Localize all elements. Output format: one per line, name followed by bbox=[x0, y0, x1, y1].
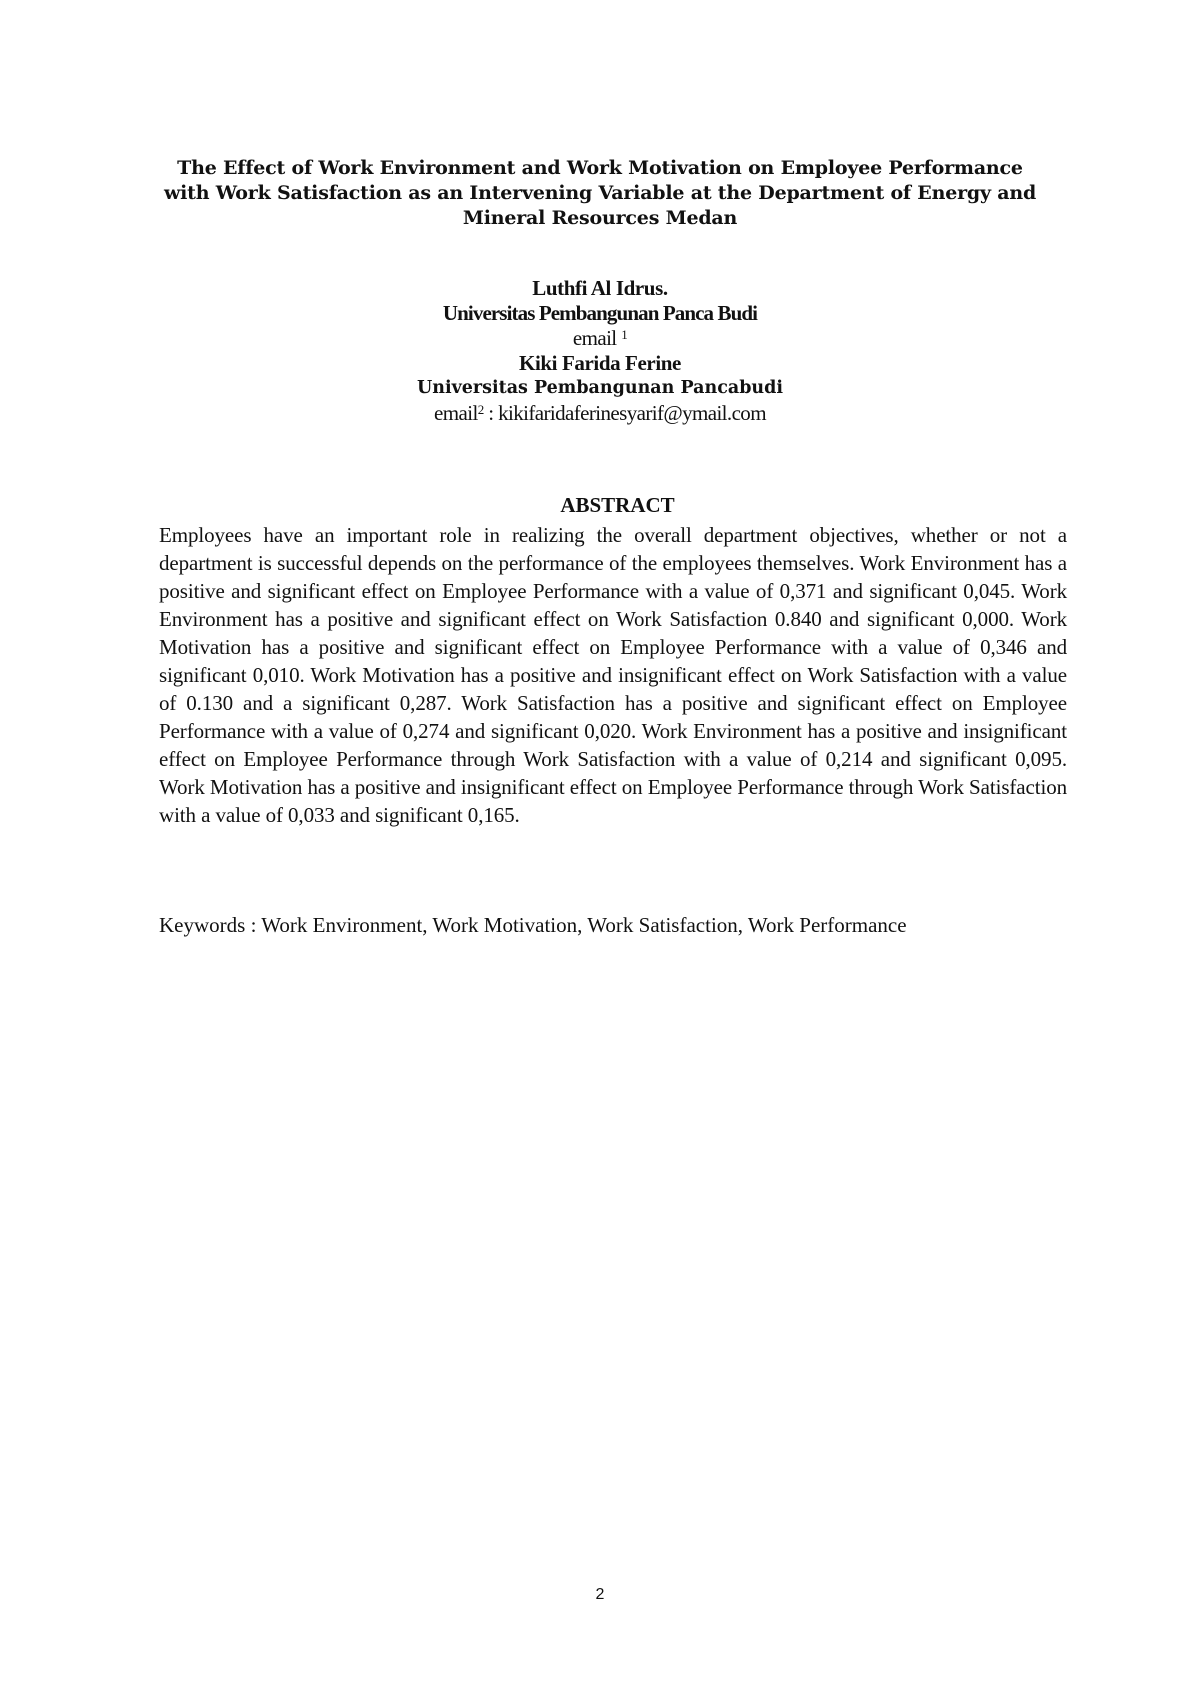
author-email bbox=[300, 326, 900, 351]
paper-title bbox=[150, 156, 1050, 231]
author-name: Luthfi Al Idrus. bbox=[532, 276, 668, 300]
title-line: Mineral Resources Medan bbox=[462, 207, 738, 229]
author-email bbox=[300, 401, 900, 426]
abstract-text: Employees have an important role in realizing the overall department objectives, whether or not a department is successful depends on the performance of the employees themselves. Work Environment has a positive and significant effect on Employee Performance with a value of 0,371 and significant 0,045. Work Environment has a positive and significant effect on Work Satisfaction 0.840 and significant 0,000. Work Motivation has a positive and significant effect on Employee Performance with a value of 0,346 and significant 0,010. Work Motivation has a positive and insignificant effect on Work Satisfaction with a value of 0.130 and a significant 0,287. Work Satisfaction has a positive and significant effect on Employee Performance with a value of 0,274 and significant 0,020. Work Environment has a positive and insignificant effect on Employee Performance through Work Satisfaction with a value of 0,214 and significant 0,095. Work Motivation has a positive and insignificant effect on Employee Performance through Work Satisfaction with a value of 0,033 and significant 0,165. bbox=[159, 523, 1067, 827]
email-address: : kikifaridaferinesyarif@ymail.com bbox=[488, 401, 766, 425]
email-label: email bbox=[434, 401, 478, 425]
author-name: Kiki Farida Ferine bbox=[519, 351, 681, 375]
author-affiliation: Universitas Pembangunan Pancabudi bbox=[416, 378, 784, 398]
author-affiliation: Universitas Pembangunan Panca Budi bbox=[442, 301, 758, 325]
email-label: email bbox=[572, 326, 617, 350]
email-superscript: 1 bbox=[621, 327, 628, 342]
title-line: with Work Satisfaction as an Intervening Variable at the Department of Energy and bbox=[163, 182, 1037, 204]
abstract-heading: ABSTRACT bbox=[560, 493, 675, 517]
keywords: Keywords : Work Environment, Work Motivation, Work Satisfaction, Work Performance bbox=[159, 913, 907, 937]
title-line: The Effect of Work Environment and Work Motivation on Employee Performance bbox=[177, 157, 1023, 179]
author-block bbox=[300, 276, 900, 426]
page-number: 2 bbox=[595, 1586, 605, 1603]
email-superscript: 2 bbox=[477, 402, 484, 417]
